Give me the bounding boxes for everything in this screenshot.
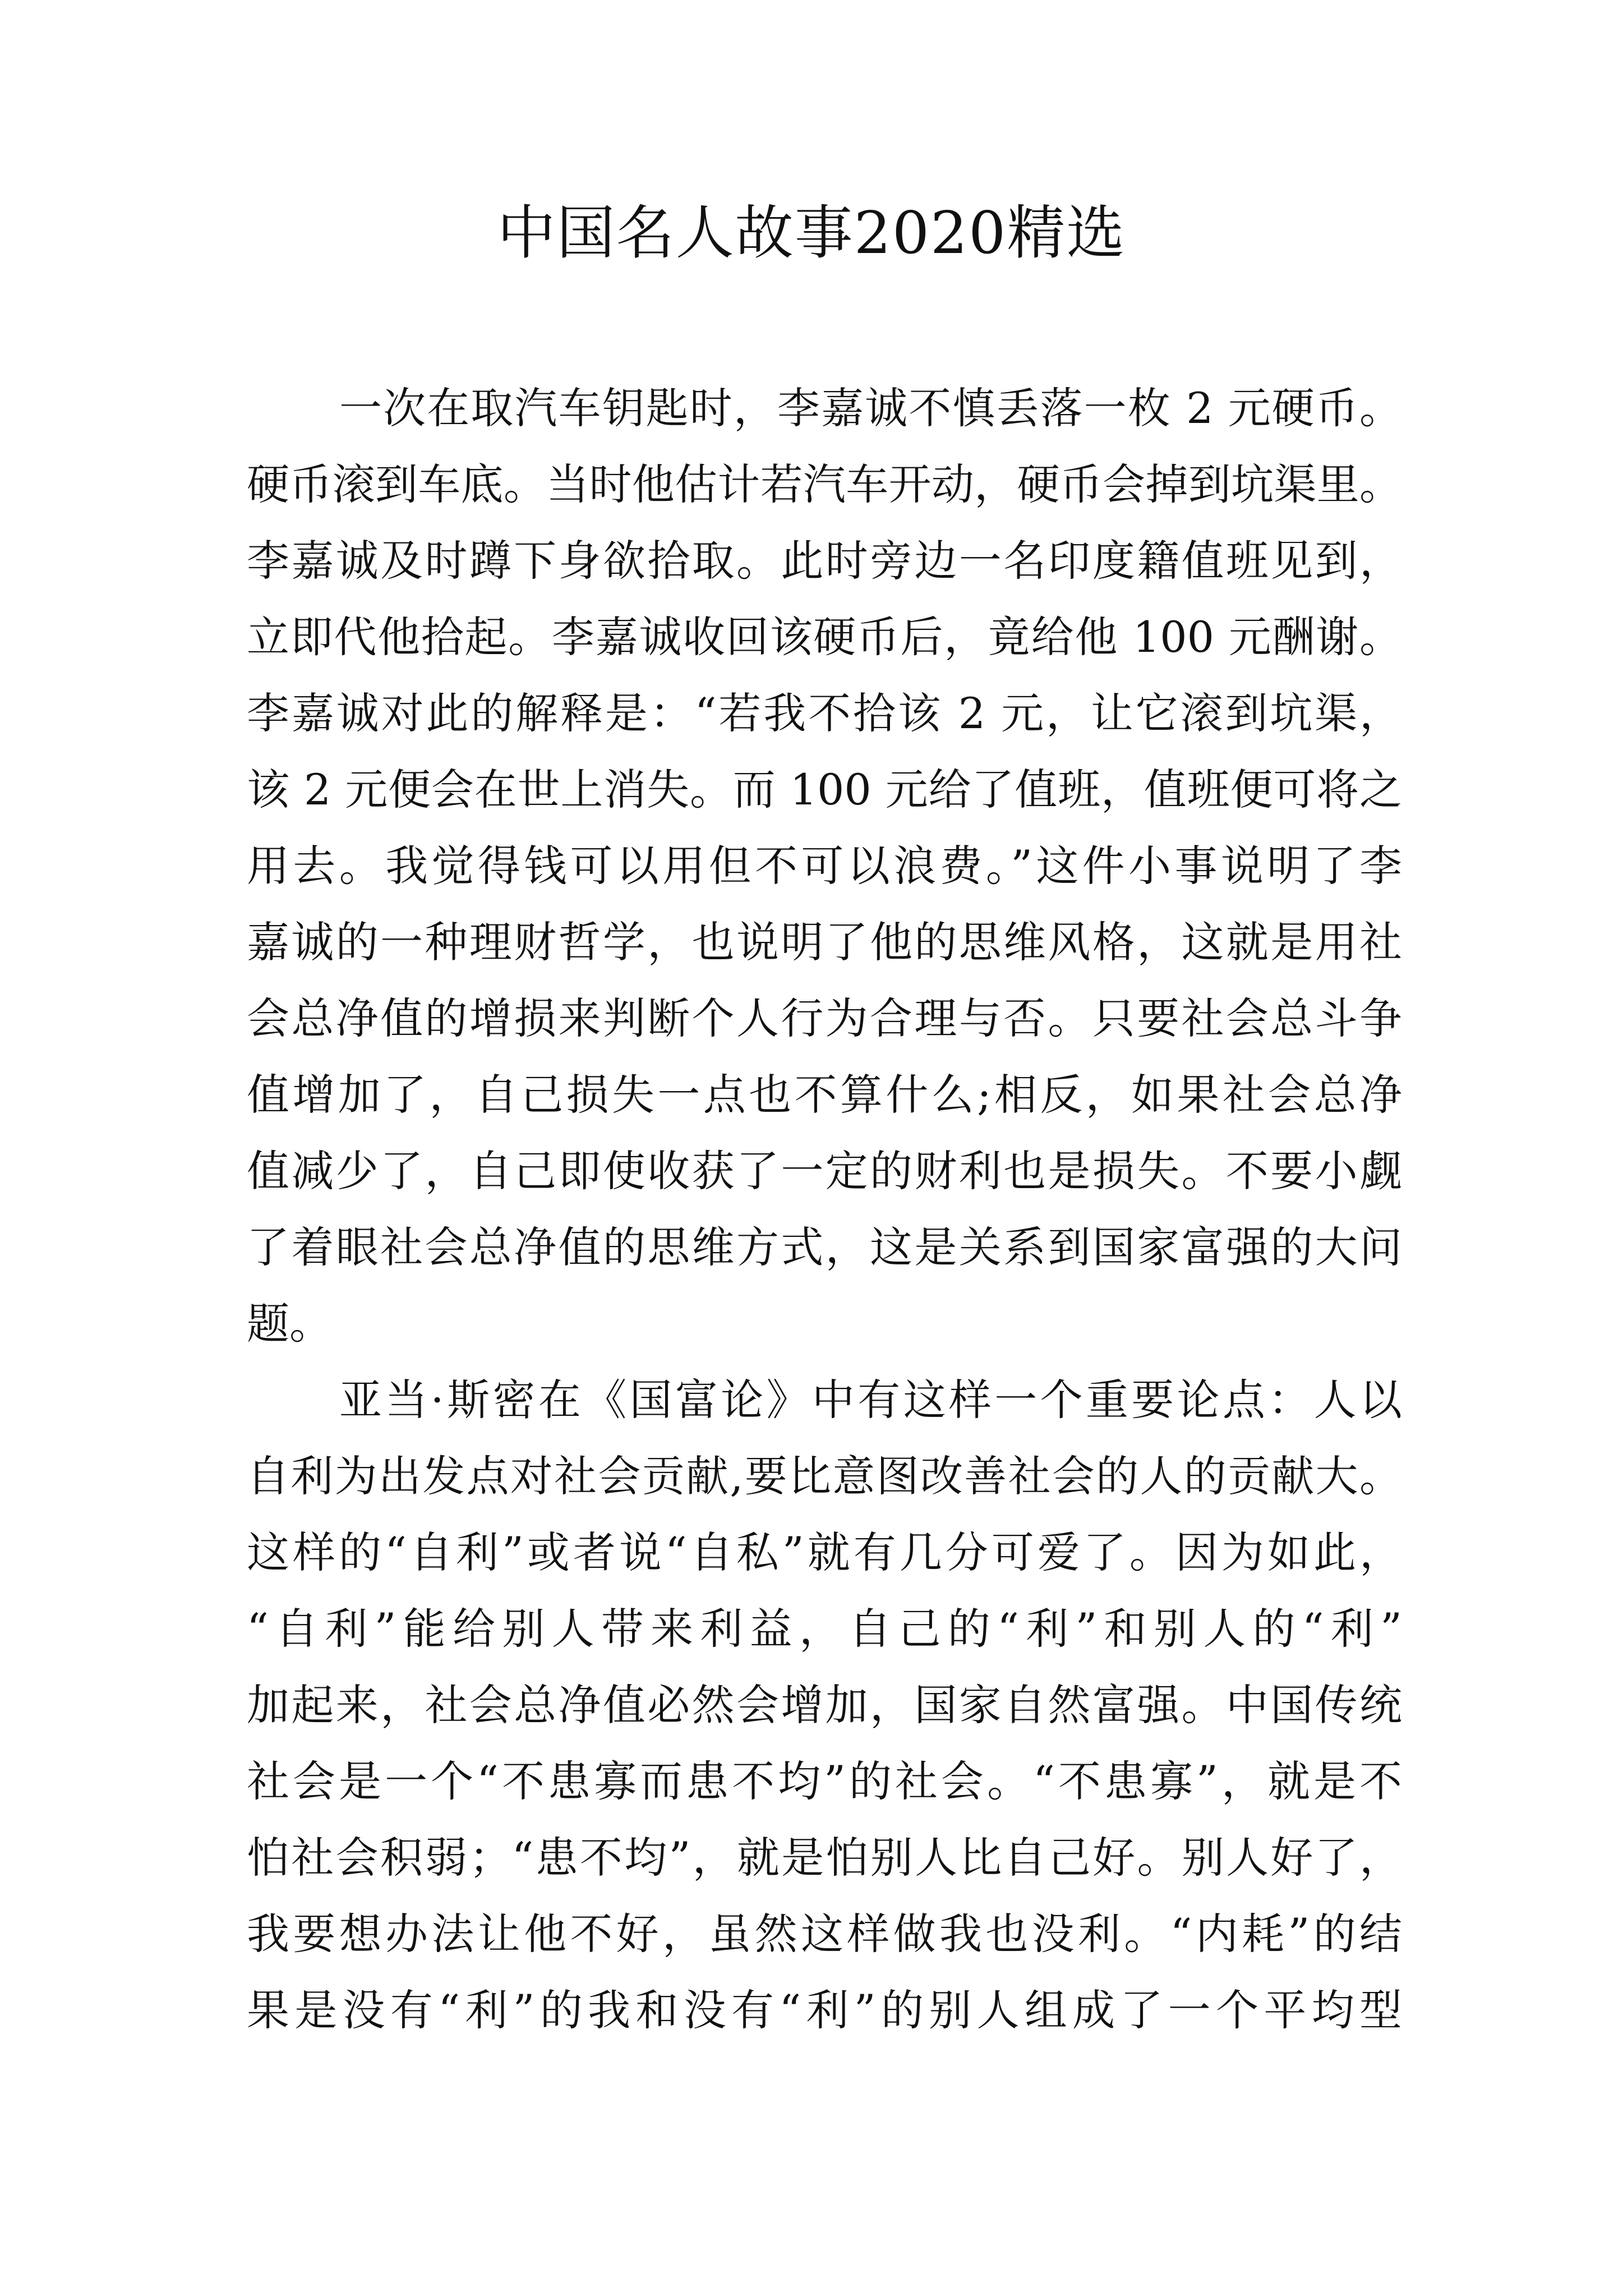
text-line: 值增加了，自己损失一点也不算什么;相反，如果社会总净 [247, 1070, 1402, 1120]
text-line: 亚当·斯密在《国富论》中有这样一个重要论点：人以 [339, 1375, 1402, 1425]
document-title: 中国名人故事2020精选 [497, 199, 1126, 267]
text-line: 我要想办法让他不好，虽然这样做我也没利。“内耗”的结 [247, 1909, 1402, 1959]
text-line: 硬币滚到车底。当时他估计若汽车开动，硬币会掉到坑渠里。 [247, 459, 1402, 509]
text-line: 值减少了，自己即使收获了一定的财利也是损失。不要小觑 [247, 1146, 1402, 1196]
text-line: 一次在取汽车钥匙时，李嘉诚不慎丢落一枚 2 元硬币。 [339, 383, 1402, 433]
text-line: 题。 [247, 1299, 332, 1349]
text-line: 立即代他拾起。李嘉诚收回该硬币后，竟给他 100 元酬谢。 [247, 612, 1402, 662]
document-body [247, 370, 1402, 2049]
text-line: 李嘉诚对此的解释是：“若我不拾该 2 元，让它滚到坑渠， [247, 688, 1402, 738]
text-line: “自利”能给别人带来利益，自己的“利”和别人的“利” [247, 1604, 1402, 1654]
text-line: 加起来，社会总净值必然会增加，国家自然富强。中国传统 [247, 1680, 1402, 1730]
text-line: 李嘉诚及时蹲下身欲拾取。此时旁边一名印度籍值班见到， [247, 536, 1402, 586]
text-line: 社会是一个“不患寡而患不均”的社会。“不患寡”，就是不 [247, 1756, 1402, 1806]
text-line: 果是没有“利”的我和没有“利”的别人组成了一个平均型 [247, 1985, 1402, 2035]
text-line: 自利为出发点对社会贡献,要比意图改善社会的人的贡献大。 [247, 1451, 1402, 1501]
paragraph-1 [247, 370, 1402, 1362]
text-line: 怕社会积弱；“患不均”，就是怕别人比自己好。别人好了， [247, 1833, 1402, 1883]
paragraph-2 [247, 1362, 1402, 2049]
text-line: 这样的“自利”或者说“自私”就有几分可爱了。因为如此， [247, 1527, 1402, 1577]
text-line: 会总净值的增损来判断个人行为合理与否。只要社会总斗争 [247, 993, 1402, 1043]
text-line: 用去。我觉得钱可以用但不可以浪费。”这件小事说明了李 [247, 841, 1402, 891]
text-line: 嘉诚的一种理财哲学，也说明了他的思维风格，这就是用社 [247, 917, 1402, 967]
text-line: 该 2 元便会在世上消失。而 100 元给了值班，值班便可将之 [247, 765, 1402, 815]
text-line: 了着眼社会总净值的思维方式，这是关系到国家富强的大问 [247, 1222, 1402, 1272]
